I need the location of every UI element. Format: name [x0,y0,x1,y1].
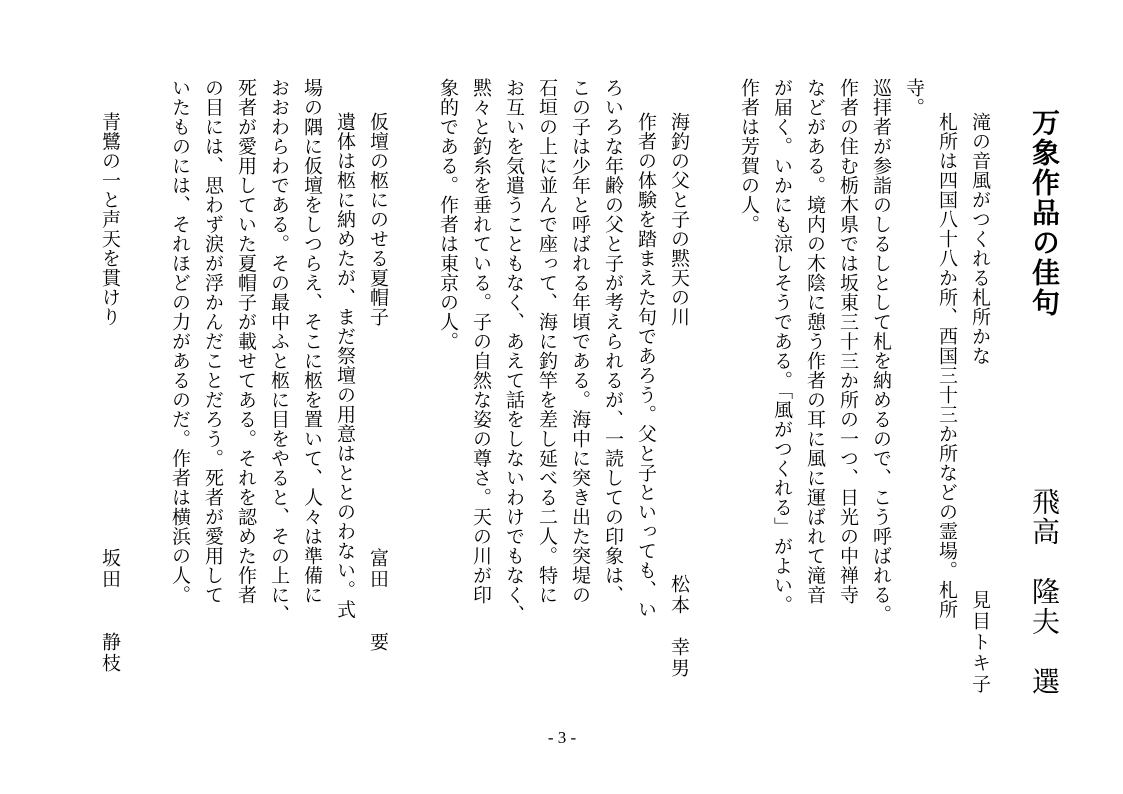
commentary-line: 黙々と釣糸を垂れている。子の自然な姿の尊さ。天の川が印 [470,78,492,605]
commentary-line: 遺体は柩に納めたが、まだ祭壇の用意はととのわない。式 [334,112,356,619]
haiku-text: 滝の音風がつくれる札所かな [969,112,991,366]
commentary-line: 札所は四国八十八か所、西国三十三か所などの霊場。札所 [936,112,958,619]
commentary-line: 巡拝者が参詣のしるしとして札を納めるので、こう呼ばれる。 [870,78,892,624]
commentary-line: いたものには、それほどの力があるのだ。作者は横浜の人。 [169,78,191,605]
commentary-line: 象的である。作者は東京の人。 [437,78,459,351]
commentary-line: 作者の体験を踏まえた句であろう。父と子といっても、い [635,112,657,619]
commentary-line: の目には、思わず涙が浮かんだことだろう。死者が愛用して [202,78,224,605]
commentary-line: この子は少年と呼ばれる年頃である。海中に突き出た突堤の [569,78,591,605]
commentary-line: 寺。 [903,78,925,117]
commentary-line: お互いを気遣うこともなく、あえて話をしないわけでもなく、 [503,78,525,624]
commentary-line: が届く。いかにも涼しそうである。「風がつくれる」がよい。 [771,78,793,615]
commentary-line: 作者は芳賀の人。 [738,78,760,234]
haiku-author: 富田 要 [367,548,389,653]
commentary-line: ろいろな年齢の父と子が考えられるが、一読しての印象は、 [602,78,624,605]
selector-name: 飛高 隆夫 選 [1028,487,1061,697]
haiku-text: 仮壇の柩にのせる夏帽子 [367,112,389,327]
haiku-author: 坂田 静枝 [99,548,121,674]
commentary-line: おおわらわである。その最中ふと柩に目をやると、その上に、 [268,78,290,624]
haiku-text: 青鷺の一と声天を貫けり [99,112,121,327]
haiku-author: 見目トキ子 [969,590,991,695]
haiku-author: 松本 幸男 [668,574,690,679]
commentary-line: 作者の住む栃木県では坂東三十三か所の一つ、日光の中禅寺 [837,78,859,605]
commentary-line: 死者が愛用していた夏帽子が載せてある。それを認めた作者 [235,78,257,605]
page-title: 万象作品の佳句 [1028,108,1061,318]
haiku-text: 海釣の父と子の黙天の川 [668,112,690,327]
commentary-line: 石垣の上に並んで座って、海に釣竿を差し延べる二人。特に [536,78,558,605]
commentary-line: 場の隅に仮壇をしつらえ、そこに柩を置いて、人々は準備に [301,78,323,605]
commentary-line: などがある。境内の木陰に憩う作者の耳に風に運ばれて滝音 [804,78,826,605]
page-number: - 3 - [547,728,577,747]
